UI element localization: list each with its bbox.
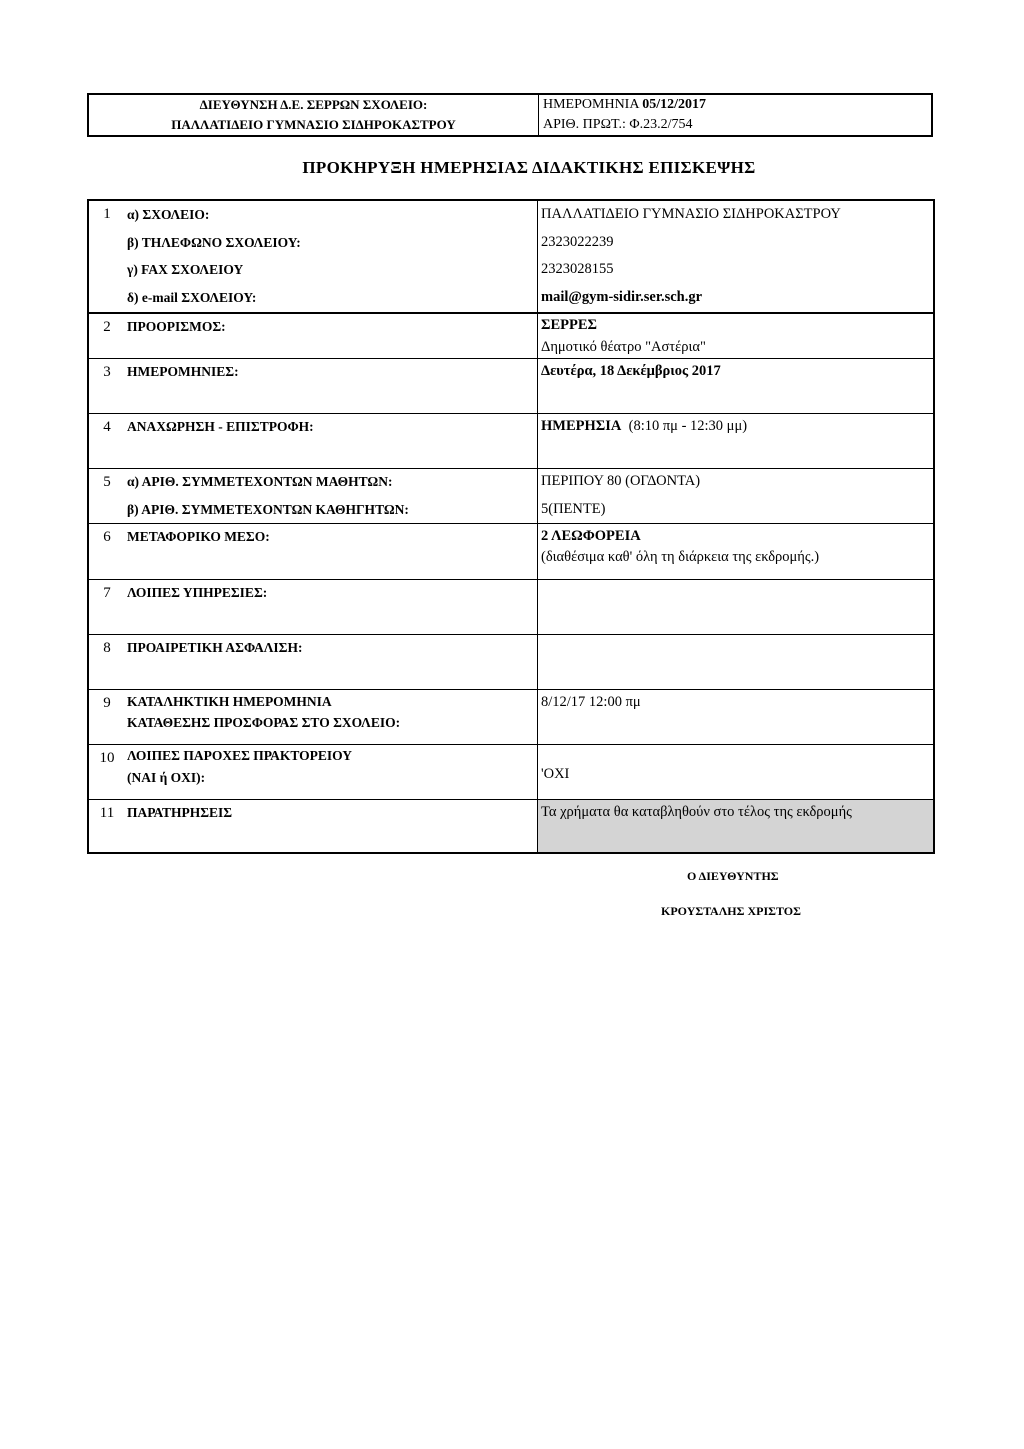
label-email: δ) e-mail ΣΧΟΛΕΙΟΥ: — [127, 289, 257, 305]
row-value — [538, 690, 933, 744]
row-label — [125, 635, 538, 689]
value-students: ΠΕΡΙΠΟΥ 80 (ΟΓΔΟΝΤΑ) — [541, 473, 701, 489]
label-other-services: ΛΟΙΠΕΣ ΥΠΗΡΕΣΙΕΣ: — [127, 585, 268, 600]
table-row — [89, 413, 933, 468]
row-value — [538, 635, 933, 689]
row-label — [125, 524, 538, 579]
row-label — [125, 414, 538, 468]
table-row — [89, 744, 933, 799]
school-info — [89, 95, 539, 135]
row-value — [538, 414, 933, 468]
row-label — [125, 201, 538, 312]
value-schedule-times: (8:10 πμ - 12:30 μμ) — [621, 418, 748, 434]
row-value — [538, 524, 933, 579]
row-number: 11 — [99, 805, 115, 821]
label-dates: ΗΜΕΡΟΜΗΝΙΕΣ: — [127, 364, 239, 379]
row-value — [538, 800, 933, 852]
label-destination: ΠΡΟΟΡΙΣΜΟΣ: — [127, 319, 226, 334]
document-title: ΠΡΟΚΗΡΥΞΗ ΗΜΕΡΗΣΙΑΣ ΔΙΔΑΚΤΙΚΗΣ ΕΠΙΣΚΕΨΗΣ — [302, 158, 756, 177]
row-value — [538, 469, 933, 523]
label-teachers: β) ΑΡΙΘ. ΣΥΜΜΕΤΕΧΟΝΤΩΝ ΚΑΘΗΓΗΤΩΝ: — [127, 501, 409, 517]
label-school: α) ΣΧΟΛΕΙΟ: — [127, 207, 210, 222]
row-label — [125, 359, 538, 413]
label-deadline-cont: ΚΑΤΑΘΕΣΗΣ ΠΡΟΣΦΟΡΑΣ ΣΤΟ ΣΧΟΛΕΙΟ: — [127, 715, 401, 730]
row-value — [538, 745, 933, 799]
value-phone: 2323022239 — [541, 233, 614, 250]
row-label — [125, 314, 538, 358]
row-number: 1 — [103, 206, 111, 222]
row-value — [538, 201, 933, 312]
row-label — [125, 800, 538, 852]
label-remarks: ΠΑΡΑΤΗΡΗΣΕΙΣ — [127, 805, 233, 820]
row-value — [538, 359, 933, 413]
row-label — [125, 469, 538, 523]
label-phone: β) ΤΗΛΕΦΩΝΟ ΣΧΟΛΕΙΟΥ: — [127, 234, 301, 250]
table-row — [89, 312, 933, 358]
value-transport: 2 ΛΕΩΦΟΡΕΙΑ — [541, 528, 641, 544]
label-transport: ΜΕΤΑΦΟΡΙΚΟ ΜΕΣΟ: — [127, 529, 270, 544]
value-teachers: 5(ΠΕΝΤΕ) — [541, 500, 606, 517]
value-school: ΠΑΛΛΑΤΙΔΕΙΟ ΓΥΜΝΑΣΙΟ ΣΙΔΗΡΟΚΑΣΤΡΟΥ — [541, 206, 841, 222]
table-row — [89, 579, 933, 634]
school-name-line: ΠΑΛΛΑΤΙΔΕΙΟ ΓΥΜΝΑΣΙΟ ΣΙΔΗΡΟΚΑΣΤΡΟΥ — [171, 117, 456, 132]
label-insurance: ΠΡΟΑΙΡΕΤΙΚΗ ΑΣΦΑΛΙΣΗ: — [127, 640, 303, 655]
value-city: ΣΕΡΡΕΣ — [541, 317, 598, 333]
date-value: 05/12/2017 — [642, 97, 706, 112]
label-departure-return: ΑΝΑΧΩΡΗΣΗ - ΕΠΙΣΤΡΟΦΗ: — [127, 419, 314, 434]
row-number: 2 — [103, 319, 111, 335]
signature-name: ΚΡΟΥΣΤΑΛΗΣ ΧΡΙΣΤΟΣ — [661, 904, 801, 918]
row-label — [125, 745, 538, 799]
row-number: 9 — [103, 695, 111, 711]
row-number: 4 — [103, 419, 111, 435]
row-value — [538, 314, 933, 358]
table-row — [89, 523, 933, 579]
value-venue: Δημοτικό θέατρο "Αστέρια" — [541, 339, 706, 355]
document-meta — [539, 95, 931, 135]
table-row — [89, 358, 933, 413]
row-number: 6 — [103, 529, 111, 545]
table-row — [89, 201, 933, 312]
value-agency-extras: 'ΟΧΙ — [541, 766, 570, 782]
date-line — [543, 95, 931, 115]
row-number: 5 — [103, 474, 111, 490]
directorate-line: ΔΙΕΥΘΥΝΣΗ Δ.Ε. ΣΕΡΡΩΝ ΣΧΟΛΕΙΟ: — [199, 97, 428, 112]
signature-role: Ο ΔΙΕΥΘΥΝΤΗΣ — [687, 869, 779, 883]
value-deadline: 8/12/17 12:00 πμ — [541, 694, 641, 710]
table-row — [89, 634, 933, 689]
row-value — [538, 580, 933, 634]
value-dates: Δευτέρα, 18 Δεκέμβριος 2017 — [541, 363, 721, 379]
label-agency-extras: ΛΟΙΠΕΣ ΠΑΡΟΧΕΣ ΠΡΑΚΤΟΡΕΙΟΥ — [127, 748, 352, 763]
label-students: α) ΑΡΙΘ. ΣΥΜΜΕΤΕΧΟΝΤΩΝ ΜΑΘΗΤΩΝ: — [127, 474, 393, 489]
row-number: 7 — [103, 585, 111, 601]
row-number: 8 — [103, 640, 111, 656]
label-agency-extras-cont: (ΝΑΙ ή ΟΧΙ): — [127, 770, 206, 785]
row-label — [125, 690, 538, 744]
row-number: 10 — [99, 750, 115, 766]
date-label: ΗΜΕΡΟΜΗΝΙΑ — [543, 97, 643, 112]
label-deadline: ΚΑΤΑΛΗΚΤΙΚΗ ΗΜΕΡΟΜΗΝΙΑ — [127, 694, 332, 709]
table-row — [89, 799, 933, 852]
header-table — [87, 93, 933, 137]
value-schedule — [541, 414, 933, 442]
value-schedule-type: ΗΜΕΡΗΣΙΑ — [541, 418, 622, 434]
label-fax: γ) FAX ΣΧΟΛΕΙΟΥ — [127, 262, 244, 277]
protocol-number: ΑΡΙΘ. ΠΡΩΤ.: Φ.23.2/754 — [543, 117, 693, 132]
value-fax: 2323028155 — [541, 261, 614, 277]
main-table — [87, 199, 935, 854]
value-transport-note: (διαθέσιμα καθ' όλη τη διάρκεια της εκδρομής.) — [541, 549, 820, 565]
table-row — [89, 689, 933, 744]
table-row — [89, 468, 933, 523]
value-email: mail@gym-sidir.ser.sch.gr — [541, 288, 703, 305]
value-remarks: Τα χρήματα θα καταβληθούν στο τέλος της εκδρομής — [541, 804, 852, 820]
row-number: 3 — [103, 364, 111, 380]
row-label — [125, 580, 538, 634]
